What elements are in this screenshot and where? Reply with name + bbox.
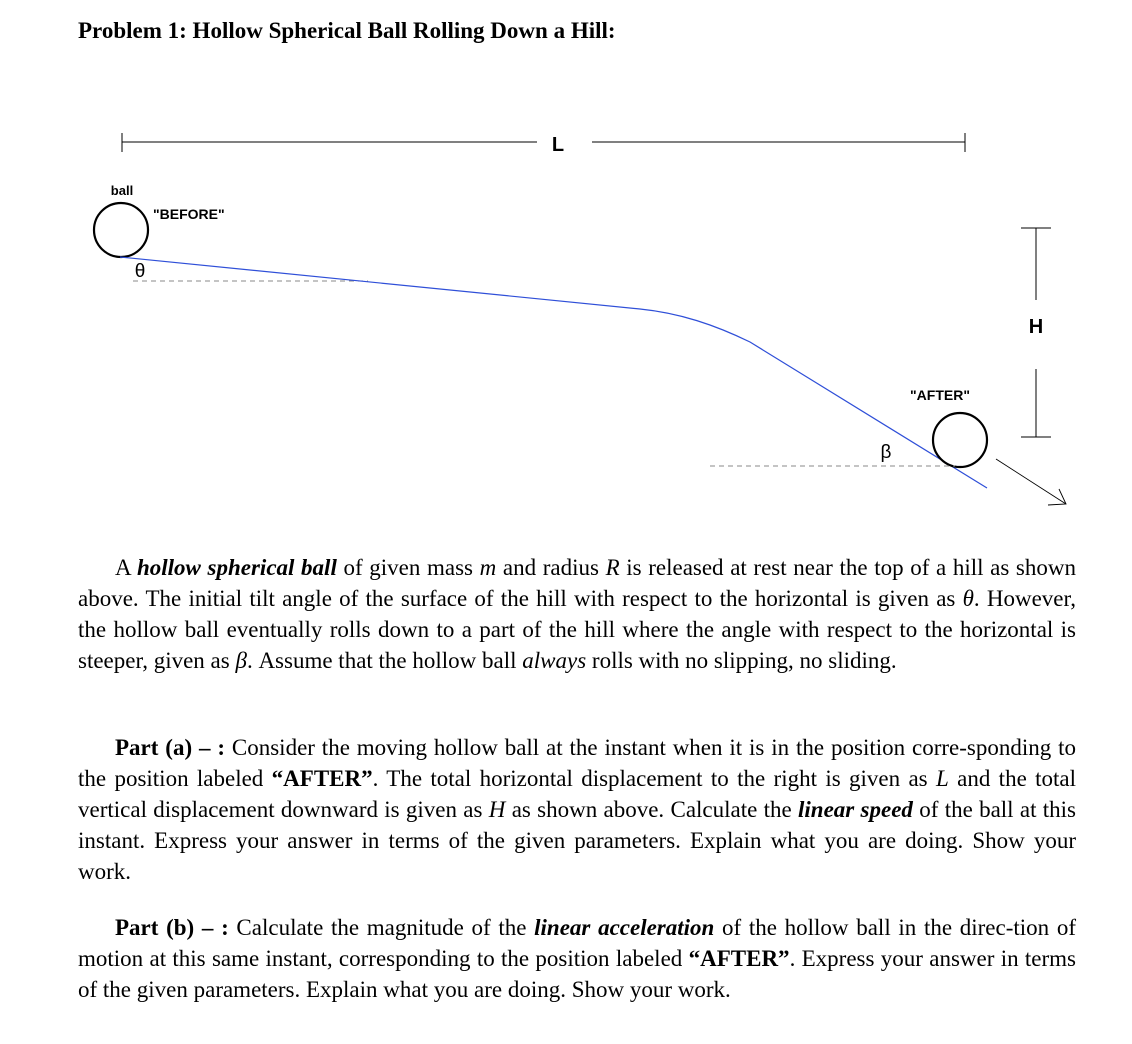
ball-after — [933, 413, 987, 467]
emphasis-linear-speed: linear speed — [798, 797, 913, 822]
label-ball: ball — [110, 183, 134, 198]
label-theta: θ — [134, 261, 146, 282]
emphasis-linear-acceleration: linear acceleration — [534, 915, 715, 940]
label-after: "AFTER" — [910, 387, 970, 403]
label-beta: β — [880, 442, 892, 463]
intro-paragraph: A hollow spherical ball of given mass m and radius R is released at rest near the top of a hill as shown above. The initial tilt angle of the surface of the hill with respect to the horizontal is given as θ. However, the hollow ball eventually rolls down to a part of the hill where the angle with respect to the horizontal is steeper, given as β. Assume that the hollow ball always rolls with no slipping, no sliding. — [78, 555, 1076, 673]
hill-surface — [120, 257, 987, 488]
ball-before — [94, 203, 148, 257]
length-dimension — [122, 133, 965, 152]
part-a-label: Part (a) – : — [115, 735, 226, 760]
label-H: H — [1028, 316, 1044, 338]
part-a-paragraph: Part (a) – : Consider the moving hollow ball at the instant when it is in the position corre-sponding to the position labeled “AFTER”. The total horizontal displacement to the right is given as L and the total vertical displacement downward is given as H as shown above. Calculate the linear speed of the ball at this instant. Express your answer in terms of the given parameters. Explain what you are doing. Show your work. — [78, 735, 1076, 884]
label-L: L — [551, 134, 565, 156]
emphasis-hollow-ball: hollow spherical ball — [136, 555, 337, 580]
problem-title: Problem 1: Hollow Spherical Ball Rolling Down a Hill: — [78, 18, 616, 43]
direction-arrow — [996, 459, 1066, 505]
label-before: "BEFORE" — [153, 206, 225, 222]
part-b-label: Part (b) – : — [115, 915, 229, 940]
part-b-paragraph: Part (b) – : Calculate the magnitude of the linear acceleration of the hollow ball in the direc-tion of motion at this same instant, corresponding to the position labeled “AFTER”. Express your answer in terms of the given parameters. Explain what you are doing. Show your work. — [78, 915, 1076, 1002]
